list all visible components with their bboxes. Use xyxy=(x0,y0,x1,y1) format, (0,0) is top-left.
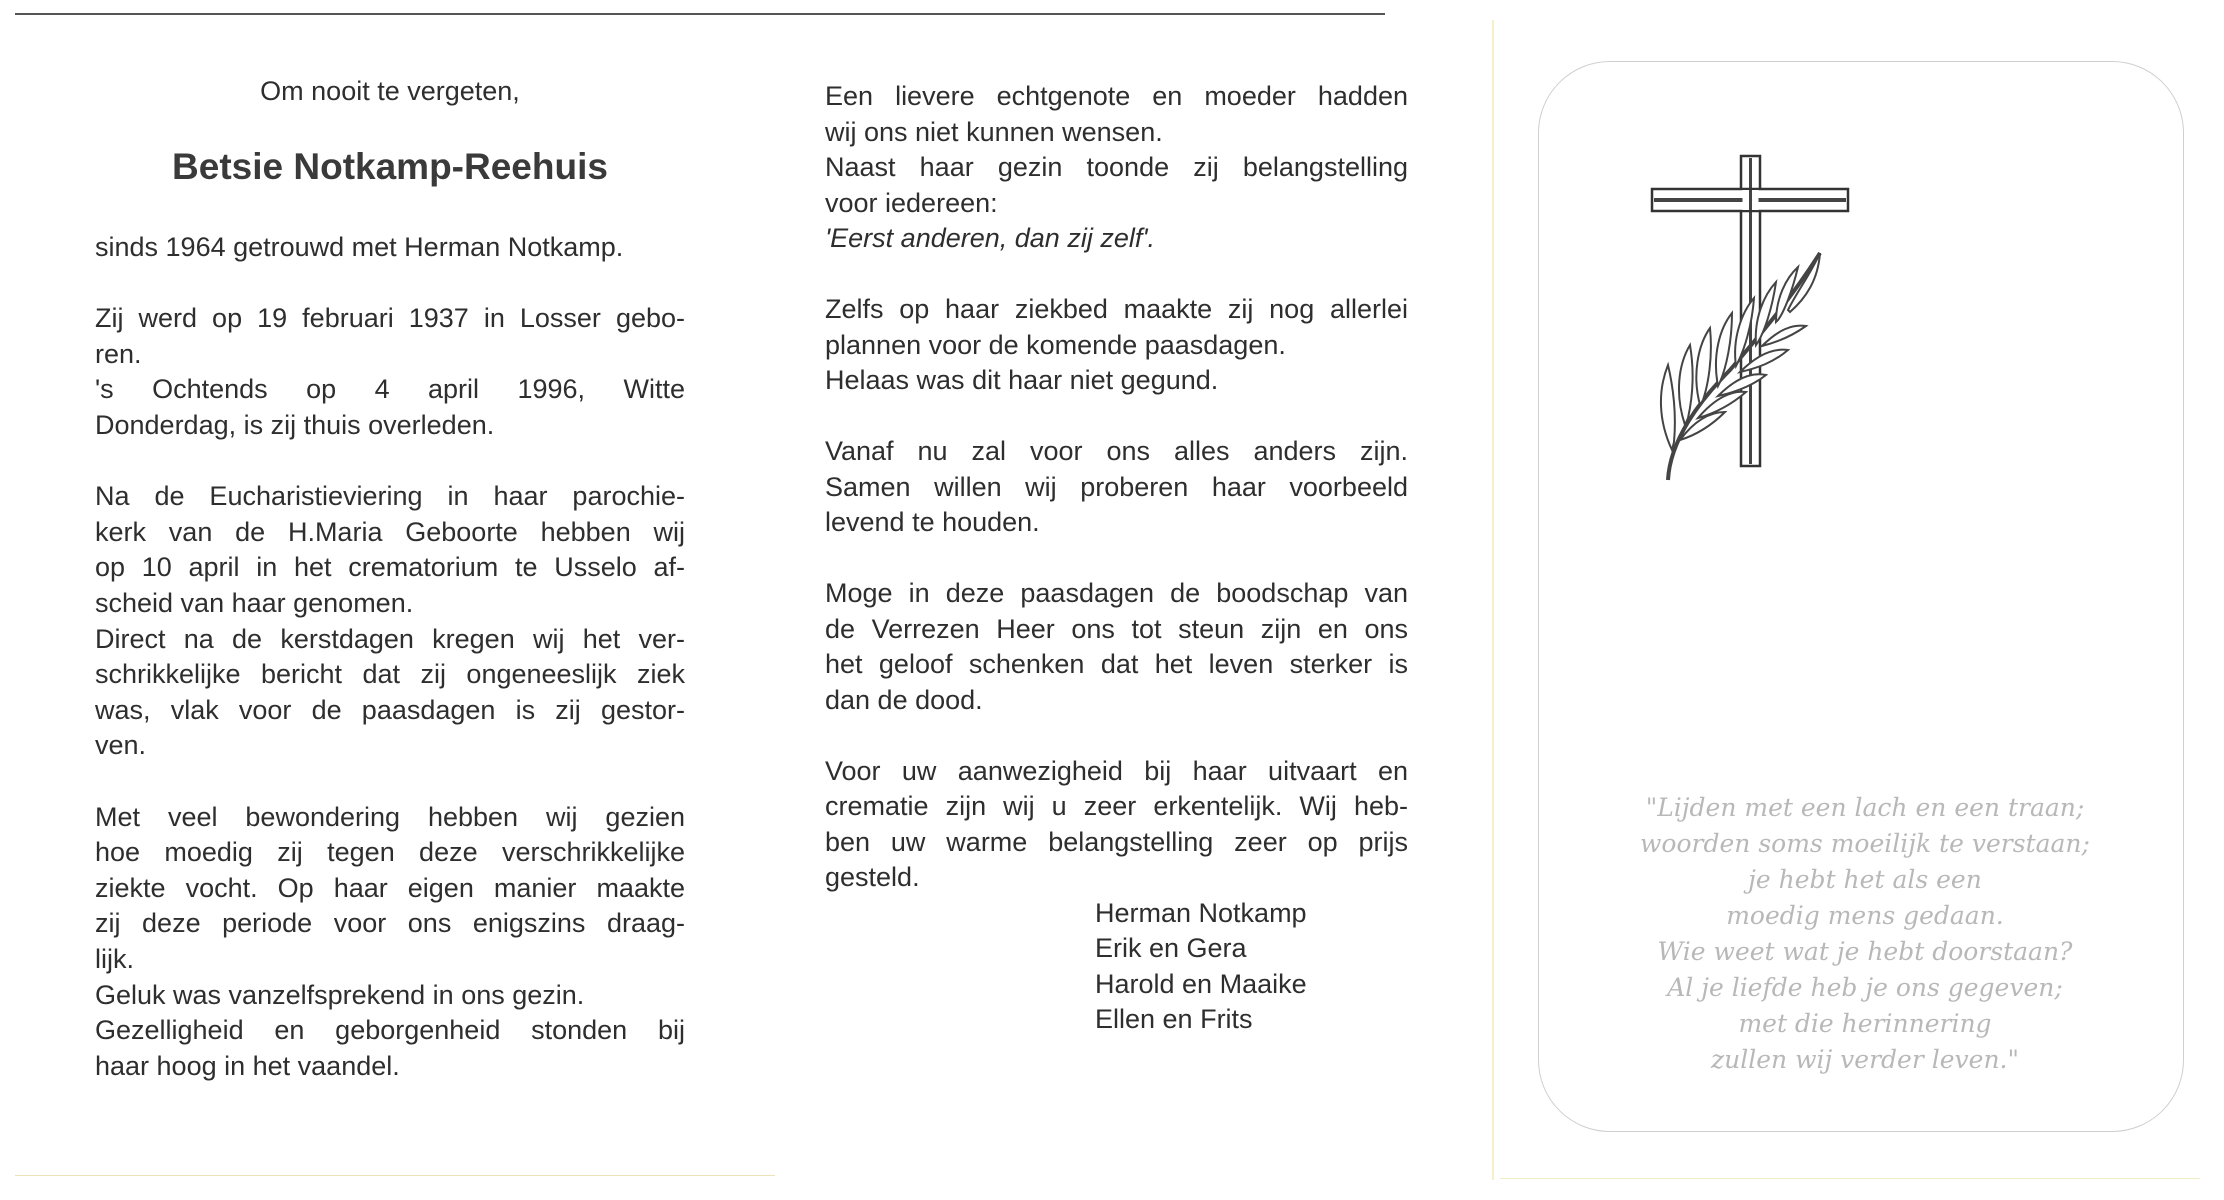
fold-line xyxy=(1492,20,1494,1180)
signature-name: Herman Notkamp xyxy=(1095,897,1307,928)
text-line: het geloof schenken dat het leven sterker is xyxy=(825,649,1408,679)
text-line: ziekte vocht. Op haar eigen manier maakte xyxy=(95,872,685,903)
signature-name: Harold en Maaike xyxy=(1095,968,1307,999)
text-line: levend te houden. xyxy=(825,507,1040,537)
text-line: ven. xyxy=(95,730,147,761)
poem-line: "Lijden met een lach en een traan; xyxy=(1645,793,2085,822)
text-line: Direct na de kerstdagen kregen wij het ver- xyxy=(95,623,685,654)
poem-line: Al je liefde heb je ons gegeven; xyxy=(1667,973,2063,1002)
intro-text: Om nooit te vergeten, xyxy=(260,76,520,106)
text-line: was, vlak voor de paasdagen is zij gestor- xyxy=(95,694,685,725)
text-line: plannen voor de komende paasdagen. xyxy=(825,329,1286,360)
card-bottom-edge xyxy=(1500,1178,2200,1179)
poem-line: Wie weet wat je hebt doorstaan? xyxy=(1657,937,2073,966)
text-line: 'Eerst anderen, dan zij zelf'. xyxy=(825,223,1155,253)
signature-name: Ellen en Frits xyxy=(1095,1004,1253,1034)
text-line: Donderdag, is zij thuis overleden. xyxy=(95,410,495,440)
signature-name: Erik en Gera xyxy=(1095,933,1247,963)
text-line: Samen willen wij proberen haar voorbeeld xyxy=(825,471,1408,502)
text-line: Met veel bewondering hebben wij gezien xyxy=(95,801,685,832)
text-line: Naast haar gezin toonde zij belangstelling xyxy=(825,152,1408,182)
text-line: schrikkelijke bericht dat zij ongeneeslijk ziek xyxy=(95,659,685,690)
text-line: lijk. xyxy=(95,944,134,974)
text-line: gesteld. xyxy=(825,862,920,892)
bottom-border-line xyxy=(15,1175,775,1176)
text-line: sinds 1964 getrouwd met Herman Notkamp. xyxy=(95,232,624,262)
text-line: dan de dood. xyxy=(825,684,983,715)
text-line: ren. xyxy=(95,338,142,369)
text-line: kerk van de H.Maria Geboorte hebben wij xyxy=(95,516,685,547)
memorial-poem xyxy=(1600,790,2130,1078)
text-line: voor iedereen: xyxy=(825,187,998,218)
text-line: Gezelligheid en geborgenheid stonden bij xyxy=(95,1015,685,1046)
text-line: Vanaf nu zal voor ons alles anders zijn. xyxy=(825,436,1408,466)
text-line: crematie zijn wij u zeer erkentelijk. Wij heb- xyxy=(825,791,1408,821)
text-line: 's Ochtends op 4 april 1996, Witte xyxy=(95,374,685,405)
text-line: wij ons niet kunnen wensen. xyxy=(825,116,1163,147)
poem-line: met die herinnering xyxy=(1738,1009,1992,1038)
text-line: ben uw warme belangstelling zeer op prijs xyxy=(825,826,1408,857)
text-line: haar hoog in het vaandel. xyxy=(95,1050,400,1081)
cross-with-palm-branch-icon xyxy=(1640,150,1870,490)
text-line: Na de Eucharistieviering in haar parochie- xyxy=(95,481,685,512)
text-line: Zij werd op 19 februari 1937 in Losser gebo- xyxy=(95,303,685,334)
text-line: Zelfs op haar ziekbed maakte zij nog allerlei xyxy=(825,294,1408,324)
text-line: Geluk was vanzelfsprekend in ons gezin. xyxy=(95,979,585,1010)
text-line: op 10 april in het crematorium te Usselo af- xyxy=(95,552,685,583)
text-line: de Verrezen Heer ons tot steun zijn en ons xyxy=(825,613,1408,644)
text-line: Voor uw aanwezigheid bij haar uitvaart en xyxy=(825,755,1408,786)
poem-line: woorden soms moeilijk te verstaan; xyxy=(1640,829,2090,858)
deceased-name: Betsie Notkamp-Reehuis xyxy=(172,146,608,187)
text-line: hoe moedig zij tegen deze verschrikkelijke xyxy=(95,837,685,868)
top-border-line xyxy=(15,13,1385,15)
poem-line: zullen wij verder leven." xyxy=(1710,1045,2020,1074)
text-line: scheid van haar genomen. xyxy=(95,588,414,618)
text-line: zij deze periode voor ons enigszins draag- xyxy=(95,908,685,939)
text-line: Een lievere echtgenote en moeder hadden xyxy=(825,81,1408,111)
text-line: Helaas was dit haar niet gegund. xyxy=(825,365,1219,395)
poem-line: moedig mens gedaan. xyxy=(1726,901,2004,930)
text-line: Moge in deze paasdagen de boodschap van xyxy=(825,578,1408,608)
poem-line: je hebt het als een xyxy=(1748,865,1982,894)
